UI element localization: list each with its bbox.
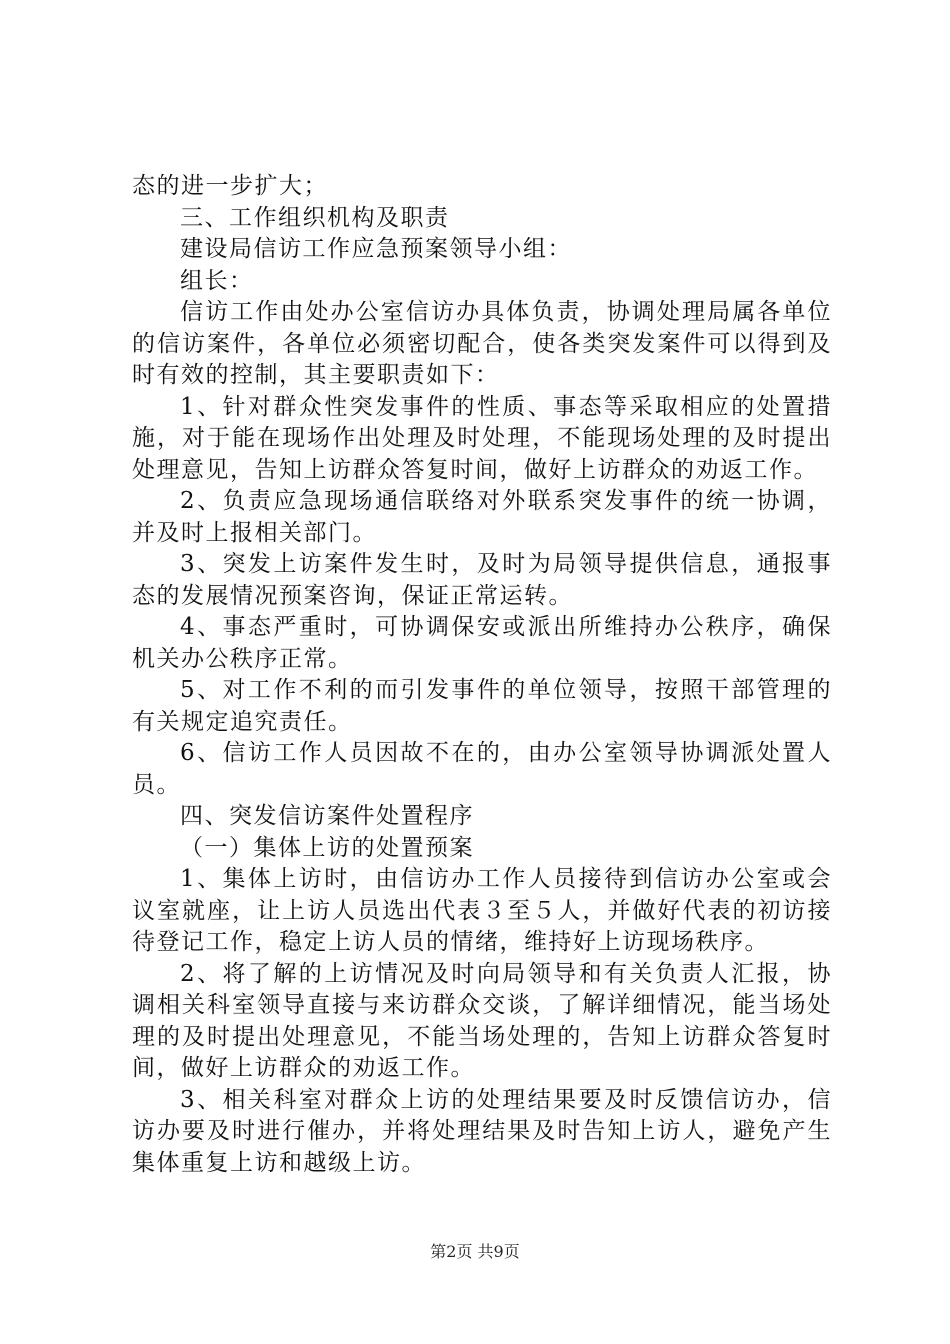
paragraph-continuation: 态的进一步扩大； (132, 173, 328, 199)
list-item-1: 1、针对群众性突发事件的性质、事态等采取相应的处置措施，对于能在现场作出处理及时处理，不能现场处理的及时提出处理意见，告知上访群众答复时间，做好上访群众的劝返工作。 (132, 393, 832, 483)
section-heading-4: 四、突发信访案件处置程序 (180, 803, 474, 829)
section-heading-3: 三、工作组织机构及职责 (180, 204, 450, 231)
document-body (132, 171, 832, 1179)
list-item-3: 3、突发上访案件发生时，及时为局领导提供信息，通报事态的发展情况预案咨询，保证正常运转。 (132, 551, 832, 609)
page-number: 第2页 共9页 (430, 1242, 520, 1261)
list-item-4: 4、事态严重时，可协调保安或派出所维持办公秩序，确保机关办公秩序正常。 (132, 614, 832, 672)
paragraph-leading-group: 建设局信访工作应急预案领导小组： (180, 236, 572, 262)
subsection-heading: （一）集体上访的处置预案 (180, 834, 474, 861)
procedure-item-2: 2、将了解的上访情况及时向局领导和有关负责人汇报，协调相关科室领导直接与来访群众交谈，了解详细情况，能当场处理的及时提出处理意见，不能当场处理的，告知上访群众答复时间，做好上访群众的劝返工作。 (132, 960, 832, 1081)
paragraph-group-leader: 组长： (180, 267, 254, 294)
list-item-6: 6、信访工作人员因故不在的，由办公室领导协调派处置人员。 (132, 740, 832, 798)
page-footer (0, 1241, 950, 1263)
procedure-item-1: 1、集体上访时，由信访办工作人员接待到信访办公室或会议室就座，让上访人员选出代表３至５人，并做好代表的初访接待登记工作，稳定上访人员的情绪，维持好上访现场秩序。 (132, 866, 832, 955)
procedure-item-3: 3、相关科室对群众上访的处理结果要及时反馈信访办，信访办要及时进行催办，并将处理结果及时告知上访人，避免产生集体重复上访和越级上访。 (132, 1086, 832, 1176)
list-item-2: 2、负责应急现场通信联络对外联系突发事件的统一协调，并及时上报相关部门。 (132, 488, 832, 546)
paragraph-responsibility-intro: 信访工作由处办公室信访办具体负责，协调处理局属各单位的信访案件，各单位必须密切配合，使各类突发案件可以得到及时有效的控制，其主要职责如下： (132, 299, 832, 388)
list-item-5: 5、对工作不利的而引发事件的单位领导，按照干部管理的有关规定追究责任。 (132, 677, 832, 735)
